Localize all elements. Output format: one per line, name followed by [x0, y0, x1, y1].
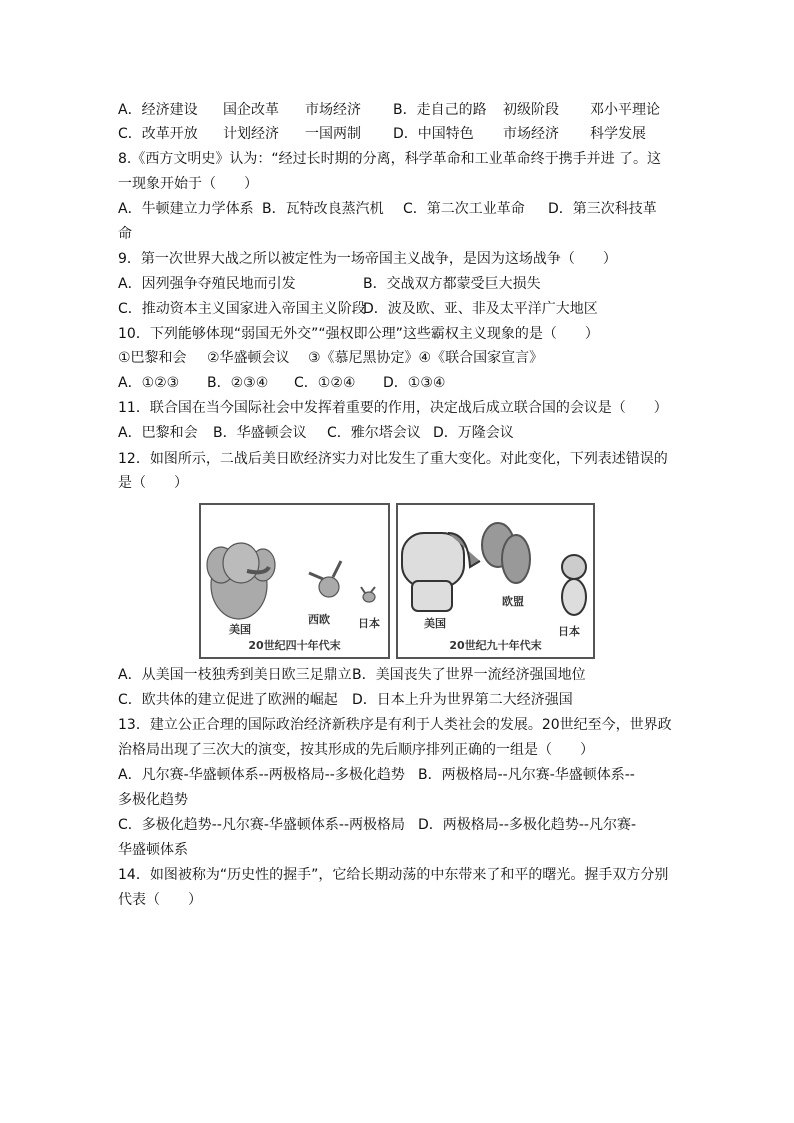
- option-d: D．万隆会议: [433, 425, 514, 441]
- option-a: A．①②③: [118, 375, 180, 391]
- option-b: B．瓦特改良蒸汽机: [262, 201, 384, 217]
- label-western-europe: 西欧: [308, 613, 330, 626]
- option-text: 市场经济: [305, 102, 361, 118]
- figure-caption: 20世纪九十年代末: [449, 639, 542, 652]
- option-c: C．改革开放: [118, 126, 198, 142]
- option-text: 邓小平理论: [590, 102, 660, 118]
- q10-options: [118, 372, 688, 394]
- label-japan: 日本: [358, 617, 380, 630]
- label-usa: 美国: [229, 623, 251, 636]
- option-a: A．从美国一枝独秀到美日欧三足鼎立: [118, 667, 352, 683]
- q8-option-wrap: 命: [118, 226, 132, 242]
- option-text: 科学发展: [590, 126, 646, 142]
- item: ①巴黎和会: [118, 350, 187, 366]
- q13-options-row2: [118, 814, 688, 836]
- option-text: 市场经济: [503, 126, 559, 142]
- q14-stem-cont: 代表（ ）: [118, 892, 202, 908]
- option-text: 国企改革: [223, 102, 279, 118]
- option-d: D．第三次科技革: [548, 201, 657, 217]
- q10-items: [118, 347, 688, 369]
- q10-stem: 10．下列能够体现“弱国无外交”“强权即公理”这些霸权主义现象的是（ ）: [118, 326, 599, 342]
- q7-options-row2: [118, 123, 688, 145]
- option-d: D．中国特色: [393, 126, 474, 142]
- option-b: B．②③④: [207, 375, 269, 391]
- q7-options-row1: [118, 99, 688, 121]
- item: ②华盛顿会议: [207, 350, 290, 366]
- label-eu: 欧盟: [502, 595, 524, 608]
- option-d: D．①③④: [383, 375, 446, 391]
- option-text: 计划经济: [223, 126, 279, 142]
- q12-stem-cont: 是（ ）: [118, 475, 188, 491]
- q12-stem: 12．如图所示，二战后美日欧经济实力对比发生了重大变化。对此变化，下列表述错误的: [118, 451, 668, 467]
- q8-stem-cont: 一现象开始于（ ）: [118, 176, 258, 192]
- label-japan: 日本: [558, 625, 580, 638]
- option-a: A．巴黎和会: [118, 425, 198, 441]
- figure-caption: 20世纪四十年代末: [248, 639, 341, 652]
- option-c: C．推动资本主义国家进入帝国主义阶段: [118, 301, 366, 317]
- option-d: D．日本上升为世界第二大经济强国: [352, 692, 573, 708]
- q12-options-row1: [118, 664, 688, 686]
- option-d: D．波及欧、亚、非及太平洋广大地区: [363, 301, 598, 317]
- option-b: B．华盛顿会议: [213, 425, 307, 441]
- option-text: 一国两制: [305, 126, 361, 142]
- q11-options: [118, 422, 688, 444]
- option-b: B．美国丧失了世界一流经济强国地位: [352, 667, 586, 683]
- option-a: A．经济建设: [118, 102, 198, 118]
- q11-stem: 11．联合国在当今国际社会中发挥着重要的作用，决定战后成立联合国的会议是（ ）: [118, 400, 668, 416]
- option-b: B．交战双方都蒙受巨大损失: [363, 276, 541, 292]
- q9-stem: 9．第一次世界大战之所以被定性为一场帝国主义战争，是因为这场战争（ ）: [118, 251, 617, 267]
- option-c: C．第二次工业革命: [403, 201, 525, 217]
- option-b: B．两极格局--凡尔赛-华盛顿体系--: [418, 767, 635, 783]
- q8-options: [118, 198, 688, 220]
- figure-1940s: [199, 503, 390, 659]
- option-a: A．牛顿建立力学体系: [118, 201, 254, 217]
- item: ③《慕尼黑协定》④《联合国家宣言》: [308, 350, 544, 366]
- option-c: C．雅尔塔会议: [327, 425, 421, 441]
- option-a: A．凡尔赛-华盛顿体系--两极格局--多极化趋势: [118, 767, 405, 783]
- figure-1990s: [396, 503, 595, 659]
- q8-stem: 8.《西方文明史》认为：“经过长时期的分离，科学革命和工业革命终于携手并进 了。这: [118, 151, 662, 167]
- option-c: C．①②④: [294, 375, 356, 391]
- option-c: C．多极化趋势--凡尔赛-华盛顿体系--两极格局: [118, 817, 406, 833]
- q14-stem: 14．如图被称为“历史性的握手”，它给长期动荡的中东带来了和平的曙光。握手双方分别: [118, 867, 669, 883]
- option-text: 初级阶段: [503, 102, 559, 118]
- q13-stem: 13．建立公正合理的国际政治经济新秩序是有利于人类社会的发展。20世纪至今，世界政: [118, 717, 672, 733]
- option-d: D．两极格局--多极化趋势--凡尔赛-: [418, 817, 637, 833]
- q9-options-row1: [118, 273, 688, 295]
- option-a: A．因列强争夺殖民地而引发: [118, 276, 296, 292]
- option-b: B．走自己的路: [393, 102, 487, 118]
- option-c: C．欧共体的建立促进了欧洲的崛起: [118, 692, 338, 708]
- q9-options-row2: [118, 298, 688, 320]
- q13-option-b-wrap: 多极化趋势: [118, 792, 188, 808]
- q12-options-row2: [118, 689, 688, 711]
- q13-stem-cont: 治格局出现了三次大的演变，按其形成的先后顺序排列正确的一组是（ ）: [118, 742, 594, 758]
- q13-options-row1: [118, 764, 688, 786]
- label-usa: 美国: [424, 617, 446, 630]
- q13-option-d-wrap: 华盛顿体系: [118, 842, 188, 858]
